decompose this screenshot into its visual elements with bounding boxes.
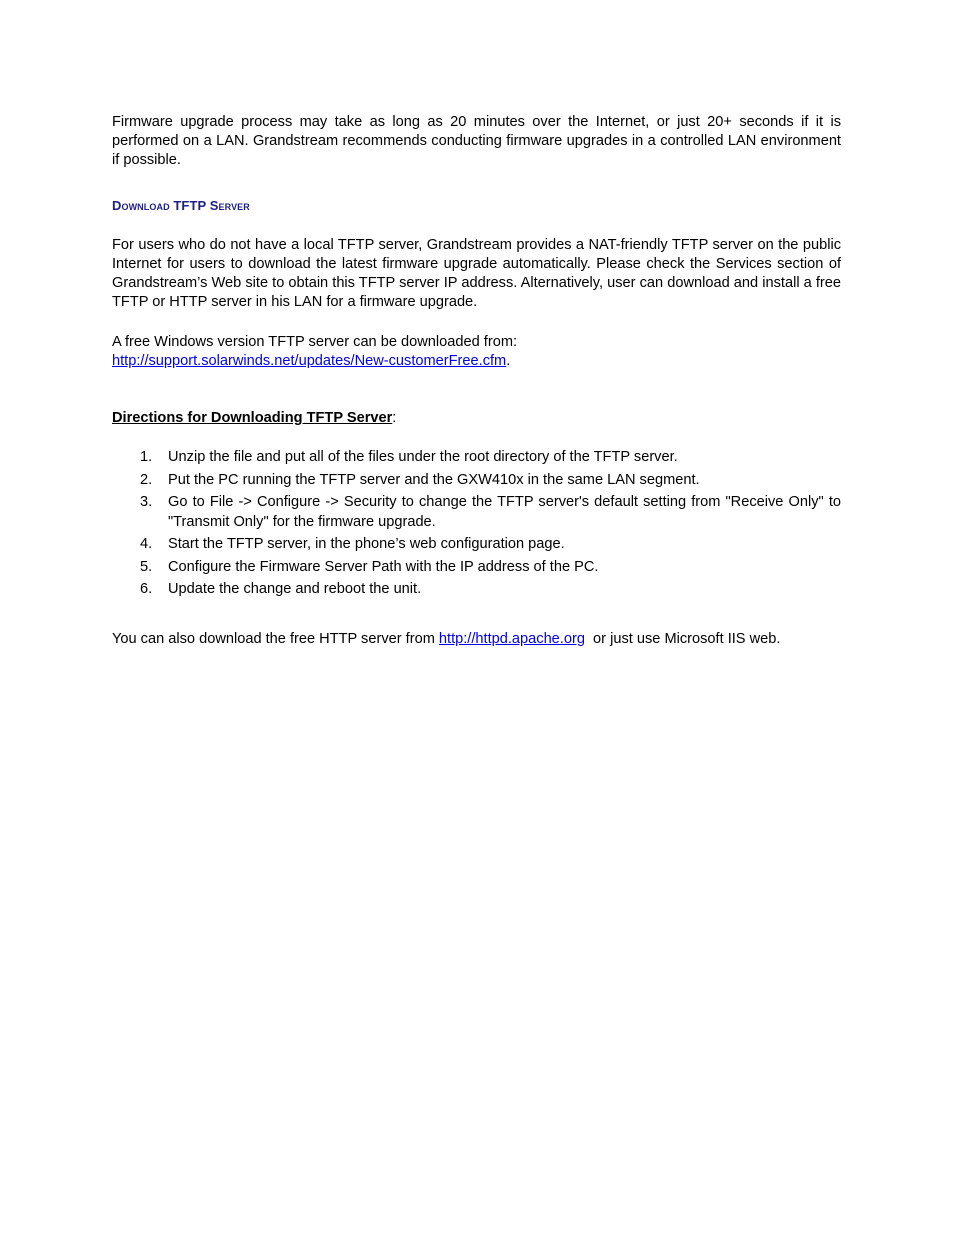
closing-paragraph <box>112 630 841 649</box>
list-item <box>112 471 841 490</box>
section-heading-download-tftp: Download TFTP Server <box>112 197 250 213</box>
step-number: 3. <box>140 494 153 511</box>
apache-link[interactable]: http://httpd.apache.org <box>438 630 585 647</box>
step-number: 5. <box>140 558 153 575</box>
intro-paragraph: Firmware upgrade process may take as long as 20 minutes over the Internet, or just 20+ seconds if it is performed on a LAN. Grandstream recommends conducting firmware upgrades in a controlled LAN environment if possible. <box>112 114 841 169</box>
step-number: 4. <box>140 536 153 553</box>
step-number: 6. <box>140 581 153 598</box>
step-text: Start the TFTP server, in the phone’s web configuration page. <box>168 536 565 553</box>
list-item <box>112 448 841 467</box>
tftp-server-paragraph: For users who do not have a local TFTP server, Grandstream provides a NAT-friendly TFTP server on the public Internet for users to download the latest firmware upgrade automatically. Please check the Services section of Grandstream’s Web site to obtain this TFTP server IP address. Alternatively, user can download and install a free TFTP or HTTP server in his LAN for a firmware upgrade. <box>112 236 841 311</box>
step-text: Update the change and reboot the unit. <box>168 581 422 598</box>
step-text: Unzip the file and put all of the files under the root directory of the TFTP server. <box>168 449 678 466</box>
list-item <box>112 535 841 554</box>
list-item <box>112 580 841 599</box>
closing-before: You can also download the free HTTP server from <box>112 630 439 647</box>
step-text: Put the PC running the TFTP server and the GXW410x in the same LAN segment. <box>168 471 700 488</box>
step-number: 2. <box>140 471 153 488</box>
free-server-text: A free Windows version TFTP server can be downloaded from: <box>112 333 518 350</box>
free-server-suffix: . <box>506 352 511 369</box>
list-item <box>112 558 841 577</box>
solarwinds-link[interactable]: http://support.solarwinds.net/updates/New-customerFree.cfm <box>112 352 507 369</box>
step-text: Configure the Firmware Server Path with the IP address of the PC. <box>168 558 599 575</box>
step-number: 1. <box>140 449 153 466</box>
directions-title <box>112 409 841 428</box>
free-server-paragraph <box>112 333 841 371</box>
document-page <box>112 113 841 649</box>
step-text: Go to File -> Configure -> Security to change the TFTP server's default setting from "Receive Only" to "Transmit Only" for the firmware upgrade. <box>168 494 841 530</box>
directions-title-colon: : <box>392 410 397 427</box>
closing-after: or just use Microsoft IIS web. <box>584 630 781 647</box>
directions-steps-list <box>112 448 841 599</box>
directions-title-label: Directions for Downloading TFTP Server <box>112 410 393 427</box>
list-item <box>112 493 841 531</box>
